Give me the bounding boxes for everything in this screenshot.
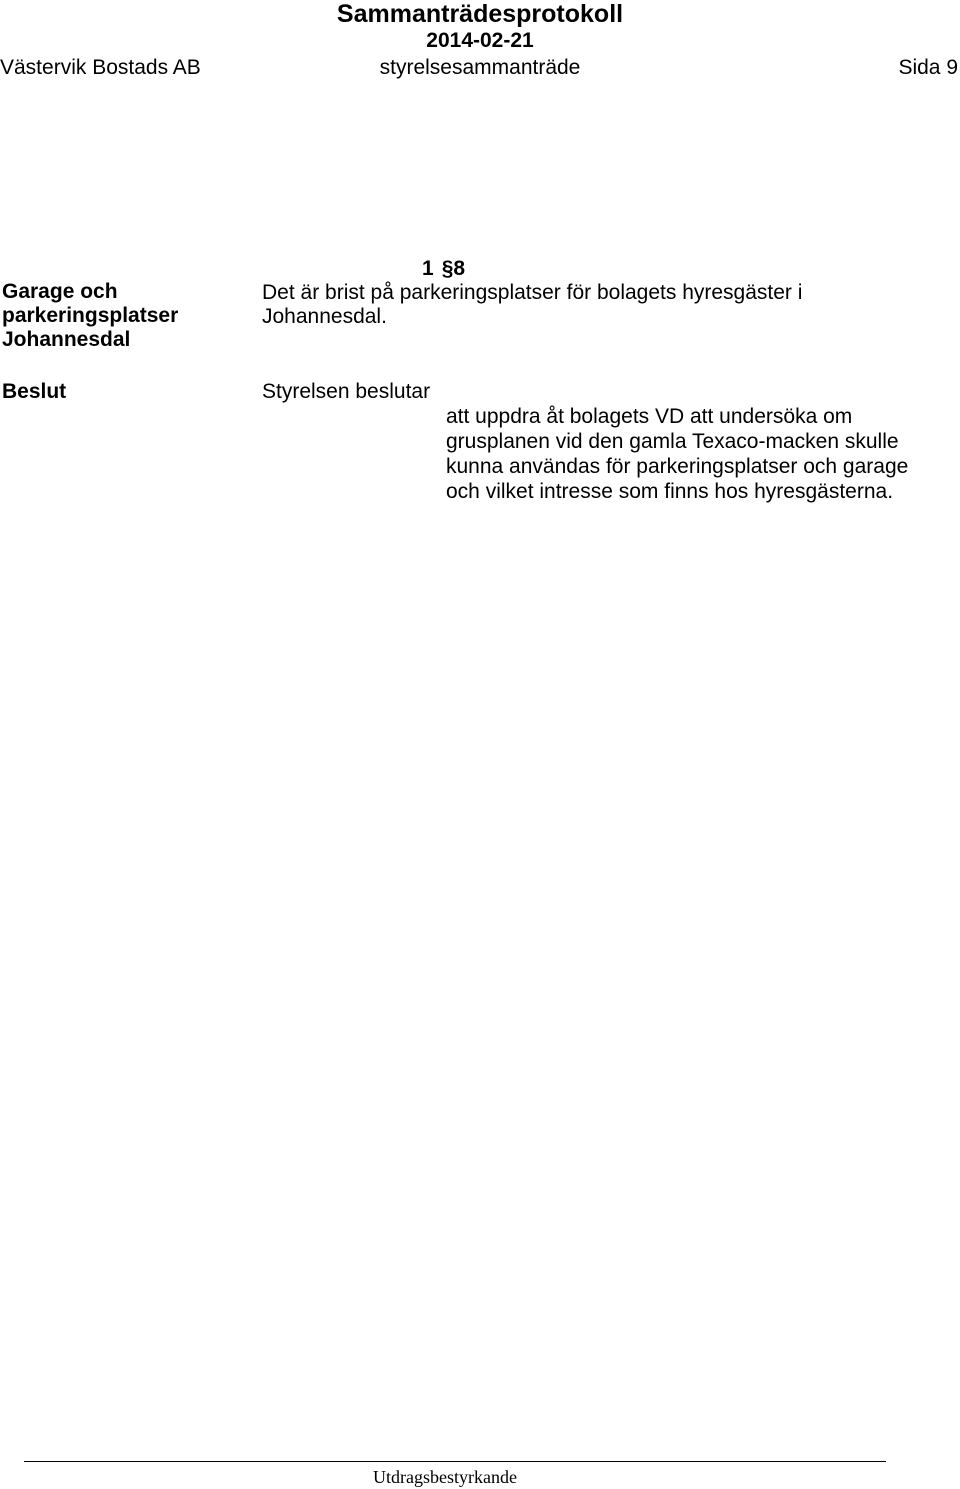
margin-heading-line: Johannesdal [2,328,131,351]
page-number: Sida 9 [898,56,958,79]
body-line: Johannesdal. [262,305,387,328]
decision-line: kunna användas för parkeringsplatser och garage [446,455,909,478]
section-body [262,281,802,329]
margin-heading-line: Garage och [2,280,118,303]
meeting-type: styrelsesammanträde [379,56,581,79]
margin-heading [2,280,222,352]
decision-intro: Styrelsen beslutar [262,380,431,403]
footer-divider [24,1461,886,1462]
decision-label: Beslut [2,380,67,403]
body-line: Det är brist på parkeringsplatser för bolagets hyresgäster i [262,281,803,304]
decision-text [446,404,908,504]
decision-line: grusplanen vid den gamla Texaco-macken skulle [446,430,899,453]
footer-label: Utdragsbestyrkande [373,1467,517,1487]
document-title: Sammanträdesprotokoll [336,0,624,28]
paragraph-number [422,257,465,281]
paragraph-symbol: §8 [441,257,466,280]
organization-name: Västervik Bostads AB [0,56,201,79]
paragraph-index: 1 [422,257,434,280]
margin-heading-line: parkeringsplatser [2,304,179,327]
decision-line: att uppdra åt bolagets VD att undersöka om [446,405,853,428]
meeting-date: 2014-02-21 [426,29,534,52]
decision-line: och vilket intresse som finns hos hyresgästerna. [446,480,894,503]
